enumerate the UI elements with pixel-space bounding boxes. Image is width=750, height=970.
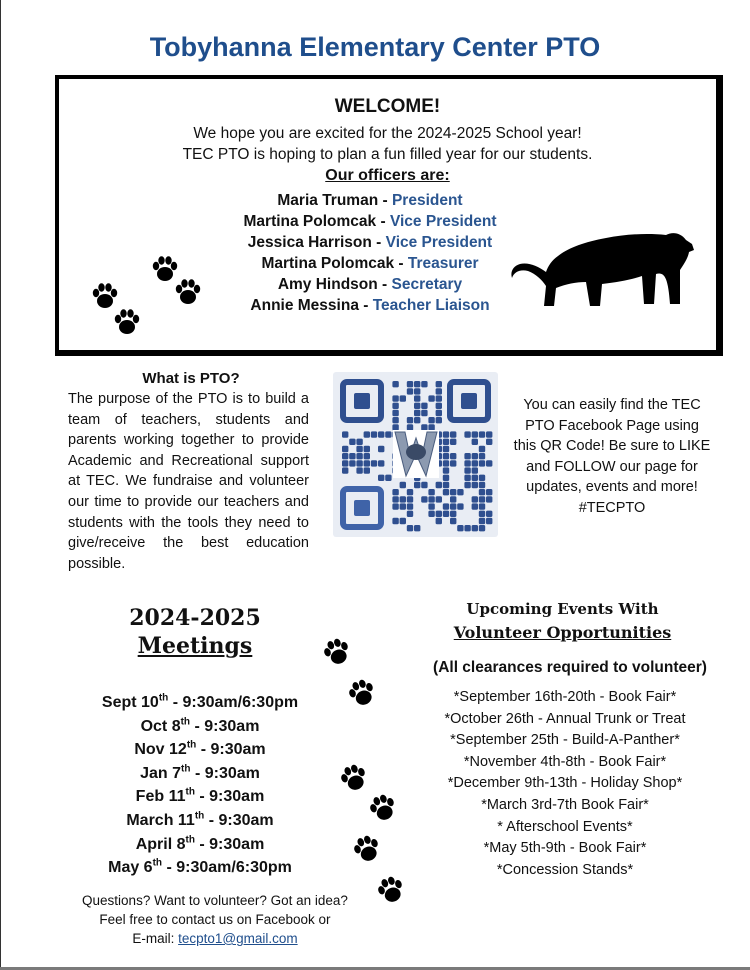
meeting-dates-list <box>80 694 320 883</box>
officer-role: Vice President <box>385 234 493 251</box>
officer-row <box>195 234 545 255</box>
meeting-date: Oct 8th - 9:30am <box>140 716 260 735</box>
events-subheading: Volunteer Opportunities <box>453 623 672 642</box>
paw-print-icon <box>343 675 381 712</box>
officer-role: President <box>391 192 463 209</box>
officer-row <box>195 213 545 234</box>
qr-code-icon <box>333 372 498 537</box>
meetings-heading: Meetings <box>137 633 253 659</box>
officer-row <box>195 192 545 213</box>
officer-role: Vice President <box>389 213 497 230</box>
qr-code[interactable] <box>333 372 498 537</box>
email-link[interactable]: tecpto1@gmail.com <box>178 931 298 946</box>
email-label: E-mail: <box>132 931 179 946</box>
contact-block <box>60 891 370 948</box>
officer-name: Martina Polomcak - <box>243 213 390 230</box>
about-heading: What is PTO? <box>142 370 240 387</box>
paw-print-icon <box>372 872 410 909</box>
officer-name: Amy Hindson - <box>277 276 392 293</box>
paw-print-icon <box>112 308 142 336</box>
welcome-line-2: TEC PTO is hoping to plan a fun filled year for our students. <box>182 146 593 163</box>
panther-icon <box>508 226 694 312</box>
meeting-date: Feb 11th - 9:30am <box>135 787 265 806</box>
event-item: * Afterschool Events* <box>497 818 633 835</box>
officer-role: Teacher Liaison <box>372 297 490 314</box>
event-item: *September 25th - Build-A-Panther* <box>450 732 680 749</box>
officer-row <box>195 276 545 297</box>
event-item: *December 9th-13th - Holiday Shop* <box>447 775 683 792</box>
welcome-line-1: We hope you are excited for the 2024-2025 School year! <box>193 125 582 142</box>
page-title: Tobyhanna Elementary Center PTO <box>149 32 601 62</box>
paw-print-icon <box>318 634 356 671</box>
officer-name: Annie Messina - <box>250 297 373 314</box>
meeting-date: Nov 12th - 9:30am <box>134 739 266 759</box>
contact-line-2: Feel free to contact us on Facebook or <box>99 912 331 927</box>
paw-print-icon <box>348 831 386 868</box>
officer-row <box>195 255 545 276</box>
welcome-heading: WELCOME! <box>334 96 441 117</box>
officer-role: Treasurer <box>407 255 479 272</box>
paw-print-icon <box>173 278 203 306</box>
officers-list <box>195 192 545 318</box>
paw-print-icon <box>364 790 402 827</box>
event-item: *May 5th-9th - Book Fair* <box>483 840 647 857</box>
event-item: *October 26th - Annual Trunk or Treat <box>444 710 686 727</box>
contact-line-1: Questions? Want to volunteer? Got an idea? <box>82 893 348 908</box>
events-heading: Upcoming Events With <box>466 600 659 618</box>
event-item: *November 4th-8th - Book Fair* <box>463 753 667 770</box>
meeting-date: March 11th - 9:30am <box>126 810 274 829</box>
meeting-date: May 6th - 9:30am/6:30pm <box>108 857 292 877</box>
events-list <box>410 689 720 883</box>
meeting-date: April 8th - 9:30am <box>135 834 265 853</box>
page-edge <box>0 0 1 970</box>
paw-print-icon <box>90 282 120 310</box>
officer-name: Maria Truman - <box>277 192 392 209</box>
event-item: *March 3rd-7th Book Fair* <box>481 796 649 813</box>
meeting-date: Sept 10th - 9:30am/6:30pm <box>101 692 299 711</box>
officers-heading: Our officers are: <box>325 167 450 184</box>
event-item: *Concession Stands* <box>496 861 634 878</box>
paw-print-icon <box>335 760 373 797</box>
meeting-date: Jan 7th - 9:30am <box>140 763 260 782</box>
clearance-note: (All clearances required to volunteer) <box>433 659 707 676</box>
event-item: *September 16th-20th - Book Fair* <box>453 689 677 705</box>
qr-caption: You can easily find the TEC PTO Facebook Page using this QR Code! Be sure to LIKE and FOLLOW our page for updates, events and more! #TECPTO <box>513 397 711 516</box>
officer-row <box>195 297 545 318</box>
officer-name: Jessica Harrison - <box>247 234 386 251</box>
meetings-year: 2024-2025 <box>129 605 261 631</box>
officer-name: Martina Polomcak - <box>261 255 408 272</box>
officer-role: Secretary <box>391 276 463 293</box>
svg-text:W: W <box>415 472 417 473</box>
about-body: The purpose of the PTO is to build a team of teachers, students and parents working together to provide Academic and Recreational support at TEC. We fundraise and volunteer our time to provide our teachers and students with the tools they need to give/receive the best education possible. <box>68 391 309 572</box>
